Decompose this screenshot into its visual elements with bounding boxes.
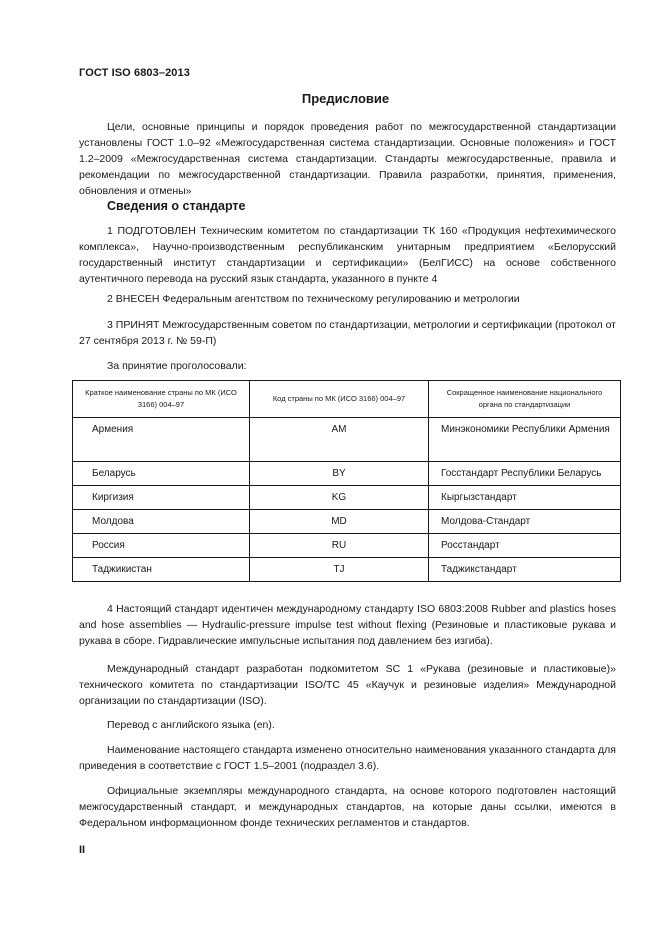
country-name-cell: Россия	[73, 534, 250, 558]
table-row	[73, 462, 621, 486]
table-header-row	[73, 381, 621, 418]
page-number: II	[79, 844, 86, 856]
table-row	[73, 486, 621, 510]
country-code-cell: AM	[250, 418, 429, 462]
header-standards-body: Сокращенное наименование национального органа по стандартизации	[429, 381, 621, 418]
country-name-cell: Киргизия	[73, 486, 250, 510]
intro-paragraph: Цели, основные принципы и порядок проведения работ по межгосударственной стандартизации установлены ГОСТ 1.0–92 «Межгосударственная система стандартизации. Основные положения» и ГОСТ 1.2–2009 «Межгосударственная система стандартизации. Стандарты межгосударственные, правила и рекомендации по межгосударственной стандартизации. Правила разработки, принятия, применения, обновления и отмены»	[79, 121, 616, 197]
header-country-code: Код страны по МК (ИСО 3166) 004–97	[250, 381, 429, 418]
page-title: Предисловие	[301, 91, 390, 106]
country-code-cell: BY	[250, 462, 429, 486]
voted-label: За принятие проголосовали:	[107, 360, 247, 372]
country-code-cell: RU	[250, 534, 429, 558]
country-name-cell: Таджикистан	[73, 558, 250, 582]
item-4-paragraph: 4 Настоящий стандарт идентичен международному стандарту ISO 6803:2008 Rubber and plastics hoses and hose assemblies — Hydraulic-pressure impulse test without flexing (Резиновые и пластиковые рукава и рукава в сборе. Гидравлические импульсные испытания под давлением без изгиба).	[79, 603, 616, 647]
table-row	[73, 558, 621, 582]
table-row	[73, 534, 621, 558]
country-code-cell: MD	[250, 510, 429, 534]
standards-body-cell: Минэкономики Республики Армения	[429, 418, 621, 462]
states-table	[72, 380, 621, 582]
item-3-paragraph: 3 ПРИНЯТ Межгосударственным советом по стандартизации, метрологии и сертификации (протокол от 27 сентября 2013 г. № 59-П)	[79, 319, 616, 347]
standards-body-cell: Кыргызстандарт	[429, 486, 621, 510]
standards-body-cell: Госстандарт Республики Беларусь	[429, 462, 621, 486]
item-2-paragraph: 2 ВНЕСЕН Федеральным агентством по техническому регулированию и метрологии	[107, 293, 520, 305]
item-1-paragraph: 1 ПОДГОТОВЛЕН Техническим комитетом по стандартизации ТК 160 «Продукция нефтехимического комплекса», Научно-производственным республиканским унитарным предприятием «Белорусский государственный институт стандартизации и сертификации» (БелГИСС) на основе собственного аутентичного перевода на русский язык стандарта, указанного в пункте 4	[79, 225, 616, 285]
country-name-cell: Молдова	[73, 510, 250, 534]
standards-body-cell: Молдова-Стандарт	[429, 510, 621, 534]
table-row	[73, 418, 621, 462]
table-row	[73, 510, 621, 534]
official-copies-paragraph: Официальные экземпляры международного стандарта, на основе которого подготовлен настоящий межгосударственный стандарт, и международных стандартов, на которые даны ссылки, имеются в Федеральном информационном фонде технических регламентов и стандартов.	[79, 785, 616, 829]
international-standard-paragraph: Международный стандарт разработан подкомитетом SC 1 «Рукава (резиновые и пластиковые)» технического комитета по стандартизации ISO/TC 45 «Каучук и резиновые изделия» Международной организации по стандартизации (ISO).	[79, 663, 616, 707]
country-name-cell: Беларусь	[73, 462, 250, 486]
document-code: ГОСТ ISO 6803–2013	[79, 67, 190, 79]
country-code-cell: TJ	[250, 558, 429, 582]
section-title: Сведения о стандарте	[107, 199, 246, 213]
header-country-name: Краткое наименование страны по МК (ИСО 3166) 004–97	[73, 381, 250, 418]
name-change-paragraph: Наименование настоящего стандарта изменено относительно наименования указанного стандарта для приведения в соответствие с ГОСТ 1.5–2001 (подраздел 3.6).	[79, 744, 616, 772]
translation-paragraph: Перевод с английского языка (en).	[107, 719, 275, 731]
country-name-cell: Армения	[73, 418, 250, 462]
standards-body-cell: Росстандарт	[429, 534, 621, 558]
standards-body-cell: Таджикстандарт	[429, 558, 621, 582]
country-code-cell: KG	[250, 486, 429, 510]
